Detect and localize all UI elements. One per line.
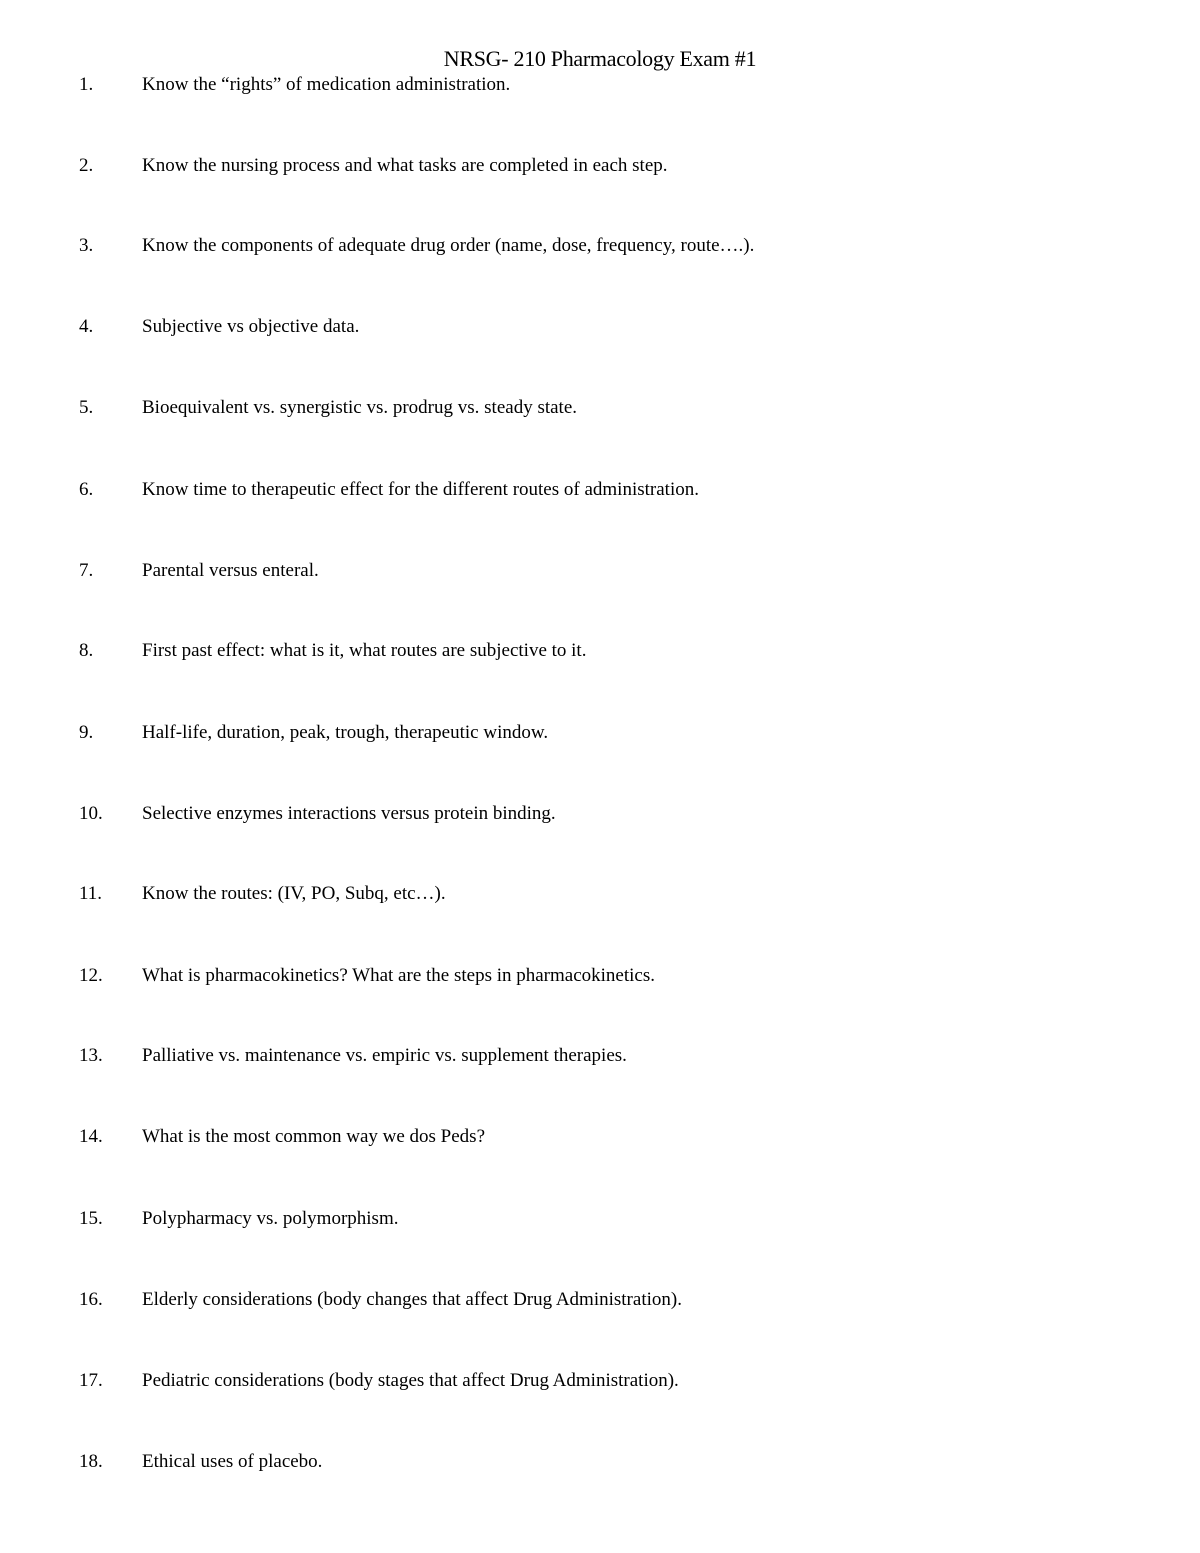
- item-text: What is the most common way we dos Peds?: [142, 1126, 486, 1147]
- item-text: Half-life, duration, peak, trough, therapeutic window.: [142, 722, 549, 743]
- item-number: 6.: [79, 479, 94, 500]
- item-number: 15.: [79, 1208, 103, 1229]
- list-item: [0, 799, 1200, 829]
- item-text: What is pharmacokinetics? What are the steps in pharmacokinetics.: [142, 965, 655, 986]
- item-number: 7.: [79, 560, 94, 581]
- list-item: [0, 636, 1200, 666]
- item-text: Know the “rights” of medication administration.: [142, 74, 511, 95]
- item-text: Know the components of adequate drug order (name, dose, frequency, route….).: [142, 235, 755, 256]
- list-item: [0, 1041, 1200, 1071]
- item-number: 11.: [79, 883, 103, 904]
- list-item: [0, 1366, 1200, 1396]
- item-number: 8.: [79, 640, 94, 661]
- item-number: 1.: [79, 74, 94, 95]
- list-item: [0, 1285, 1200, 1315]
- item-number: 9.: [79, 722, 94, 743]
- item-number: 17.: [79, 1370, 103, 1391]
- item-number: 14.: [79, 1126, 103, 1147]
- item-text: Polypharmacy vs. polymorphism.: [142, 1208, 399, 1229]
- item-text: First past effect: what is it, what routes are subjective to it.: [142, 640, 587, 661]
- list-item: [0, 1204, 1200, 1234]
- list-item: [0, 70, 1200, 100]
- item-text: Know time to therapeutic effect for the different routes of administration.: [142, 479, 699, 500]
- document-title-text: NRSG- 210 Pharmacology Exam #1: [443, 46, 757, 71]
- list-item: [0, 961, 1200, 991]
- item-number: 10.: [79, 803, 103, 824]
- list-item: [0, 312, 1200, 342]
- list-item: [0, 718, 1200, 748]
- item-number: 16.: [79, 1289, 103, 1310]
- item-text: Elderly considerations (body changes that affect Drug Administration).: [142, 1289, 682, 1310]
- list-item: [0, 1122, 1200, 1152]
- list-item: [0, 1447, 1200, 1477]
- item-number: 3.: [79, 235, 94, 256]
- item-text: Know the routes: (IV, PO, Subq, etc…).: [142, 883, 446, 904]
- item-text: Parental versus enteral.: [142, 560, 319, 581]
- item-number: 2.: [79, 155, 94, 176]
- item-text: Ethical uses of placebo.: [142, 1451, 323, 1472]
- item-number: 18.: [79, 1451, 103, 1472]
- list-item: [0, 231, 1200, 261]
- item-number: 13.: [79, 1045, 103, 1066]
- list-item: [0, 879, 1200, 909]
- list-item: [0, 475, 1200, 505]
- list-item: [0, 393, 1200, 423]
- item-number: 5.: [79, 397, 94, 418]
- list-item: [0, 151, 1200, 181]
- list-item: [0, 556, 1200, 586]
- item-text: Subjective vs objective data.: [142, 316, 360, 337]
- item-text: Bioequivalent vs. synergistic vs. prodrug vs. steady state.: [142, 397, 578, 418]
- item-number: 4.: [79, 316, 94, 337]
- item-text: Know the nursing process and what tasks are completed in each step.: [142, 155, 668, 176]
- item-number: 12.: [79, 965, 103, 986]
- item-text: Palliative vs. maintenance vs. empiric vs. supplement therapies.: [142, 1045, 627, 1066]
- item-text: Selective enzymes interactions versus protein binding.: [142, 803, 556, 824]
- item-text: Pediatric considerations (body stages that affect Drug Administration).: [142, 1370, 679, 1391]
